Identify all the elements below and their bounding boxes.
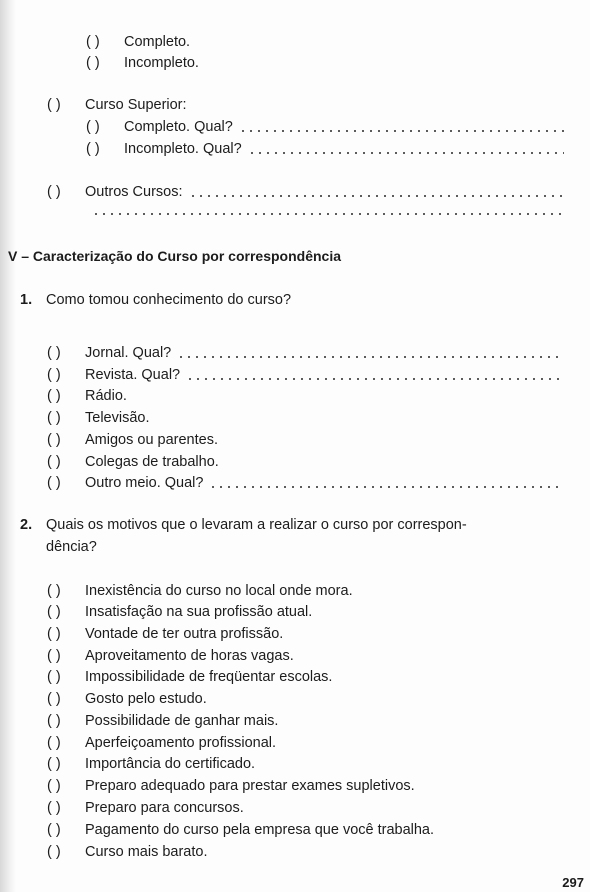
checkbox-parentheses[interactable]: ( ) bbox=[86, 55, 100, 71]
checkbox-parentheses[interactable]: ( ) bbox=[47, 388, 61, 404]
checkbox-option[interactable] bbox=[47, 777, 415, 795]
dotted-answer-line[interactable] bbox=[92, 213, 564, 215]
checkbox-parentheses[interactable]: ( ) bbox=[47, 604, 61, 620]
checkbox-parentheses[interactable]: ( ) bbox=[47, 713, 61, 729]
question-text: Como tomou conhecimento do curso? bbox=[46, 292, 292, 308]
checkbox-option[interactable] bbox=[86, 54, 199, 72]
checkbox-parentheses[interactable]: ( ) bbox=[47, 184, 61, 200]
checkbox-parentheses[interactable]: ( ) bbox=[47, 475, 61, 491]
checkbox-option[interactable] bbox=[47, 344, 564, 362]
question-2 bbox=[20, 514, 467, 536]
checkbox-option[interactable] bbox=[47, 582, 353, 600]
dotted-answer-line[interactable] bbox=[177, 356, 564, 358]
option-label: Preparo para concursos. bbox=[85, 800, 244, 816]
question-number: 1. bbox=[20, 292, 33, 308]
option-label: Aproveitamento de horas vagas. bbox=[85, 648, 294, 664]
checkbox-parentheses[interactable]: ( ) bbox=[47, 669, 61, 685]
option-label: Gosto pelo estudo. bbox=[85, 691, 207, 707]
section-heading: V – Caracterização do Curso por correspondência bbox=[8, 248, 341, 264]
checkbox-parentheses[interactable]: ( ) bbox=[47, 778, 61, 794]
checkbox-parentheses[interactable]: ( ) bbox=[47, 583, 61, 599]
checkbox-option-outros[interactable] bbox=[47, 183, 564, 201]
option-label: Importância do certificado. bbox=[85, 756, 256, 772]
checkbox-option[interactable] bbox=[47, 712, 278, 730]
checkbox-parentheses[interactable]: ( ) bbox=[47, 735, 61, 751]
checkbox-option-superior[interactable] bbox=[47, 96, 187, 114]
option-label: Vontade de ter outra profissão. bbox=[85, 626, 284, 642]
option-label: Colegas de trabalho. bbox=[85, 454, 219, 470]
checkbox-parentheses[interactable]: ( ) bbox=[86, 119, 100, 135]
option-label: Televisão. bbox=[85, 410, 150, 426]
option-label: Pagamento do curso pela empresa que você trabalha. bbox=[85, 822, 435, 838]
question-number: 2. bbox=[20, 517, 33, 533]
question-1 bbox=[20, 289, 291, 311]
checkbox-parentheses[interactable]: ( ) bbox=[47, 454, 61, 470]
checkbox-option[interactable] bbox=[86, 140, 564, 158]
checkbox-parentheses[interactable]: ( ) bbox=[47, 432, 61, 448]
checkbox-option[interactable] bbox=[47, 821, 434, 839]
option-label: Jornal. Qual? bbox=[85, 345, 172, 361]
question-text: Quais os motivos que o levaram a realizar o curso por correspon- bbox=[46, 517, 467, 533]
checkbox-parentheses[interactable]: ( ) bbox=[86, 34, 100, 50]
checkbox-option[interactable] bbox=[47, 690, 207, 708]
checkbox-option[interactable] bbox=[47, 603, 312, 621]
option-label: Insatisfação na sua profissão atual. bbox=[85, 604, 313, 620]
checkbox-option[interactable] bbox=[47, 647, 294, 665]
checkbox-parentheses[interactable]: ( ) bbox=[47, 410, 61, 426]
checkbox-option[interactable] bbox=[47, 755, 255, 773]
checkbox-parentheses[interactable]: ( ) bbox=[47, 97, 61, 113]
option-label: Completo. Qual? bbox=[124, 119, 233, 135]
checkbox-option[interactable] bbox=[47, 387, 127, 405]
option-label: Curso Superior: bbox=[85, 97, 187, 113]
checkbox-parentheses[interactable]: ( ) bbox=[47, 691, 61, 707]
dotted-answer-line[interactable] bbox=[189, 195, 565, 197]
dotted-answer-line[interactable] bbox=[248, 152, 564, 154]
option-label: Completo. bbox=[124, 34, 191, 50]
checkbox-option[interactable] bbox=[47, 843, 208, 861]
dotted-answer-line[interactable] bbox=[239, 130, 564, 132]
checkbox-option[interactable] bbox=[47, 625, 283, 643]
question-2-continuation: dência? bbox=[46, 539, 97, 555]
option-label: Outros Cursos: bbox=[85, 184, 183, 200]
option-label: Outro meio. Qual? bbox=[85, 475, 204, 491]
checkbox-parentheses[interactable]: ( ) bbox=[47, 844, 61, 860]
checkbox-parentheses[interactable]: ( ) bbox=[47, 626, 61, 642]
checkbox-parentheses[interactable]: ( ) bbox=[47, 345, 61, 361]
checkbox-parentheses[interactable]: ( ) bbox=[47, 648, 61, 664]
option-label: Revista. Qual? bbox=[85, 367, 181, 383]
checkbox-option[interactable] bbox=[86, 33, 190, 51]
checkbox-option[interactable] bbox=[47, 366, 564, 384]
option-label: Incompleto. Qual? bbox=[124, 141, 242, 157]
checkbox-option[interactable] bbox=[47, 453, 219, 471]
option-label: Amigos ou parentes. bbox=[85, 432, 218, 448]
checkbox-parentheses[interactable]: ( ) bbox=[47, 756, 61, 772]
checkbox-option[interactable] bbox=[47, 734, 276, 752]
option-label: Incompleto. bbox=[124, 55, 199, 71]
option-label: Impossibilidade de freqüentar escolas. bbox=[85, 669, 333, 685]
option-label: Aperfeiçoamento profissional. bbox=[85, 735, 277, 751]
checkbox-option[interactable] bbox=[47, 668, 332, 686]
checkbox-option[interactable] bbox=[47, 799, 244, 817]
checkbox-option[interactable] bbox=[47, 431, 218, 449]
checkbox-parentheses[interactable]: ( ) bbox=[86, 141, 100, 157]
checkbox-option[interactable] bbox=[47, 409, 149, 427]
option-label: Rádio. bbox=[85, 388, 127, 404]
option-label: Possibilidade de ganhar mais. bbox=[85, 713, 279, 729]
option-label: Preparo adequado para prestar exames supletivos. bbox=[85, 778, 415, 794]
checkbox-parentheses[interactable]: ( ) bbox=[47, 800, 61, 816]
page-number: 297 bbox=[562, 875, 584, 890]
option-label: Inexistência do curso no local onde mora. bbox=[85, 583, 353, 599]
option-label: Curso mais barato. bbox=[85, 844, 208, 860]
checkbox-parentheses[interactable]: ( ) bbox=[47, 822, 61, 838]
checkbox-parentheses[interactable]: ( ) bbox=[47, 367, 61, 383]
dotted-answer-line[interactable] bbox=[209, 486, 564, 488]
checkbox-option[interactable] bbox=[86, 118, 564, 136]
page-edge-shadow bbox=[0, 0, 16, 892]
checkbox-option[interactable] bbox=[47, 474, 564, 492]
dotted-answer-line[interactable] bbox=[186, 378, 564, 380]
